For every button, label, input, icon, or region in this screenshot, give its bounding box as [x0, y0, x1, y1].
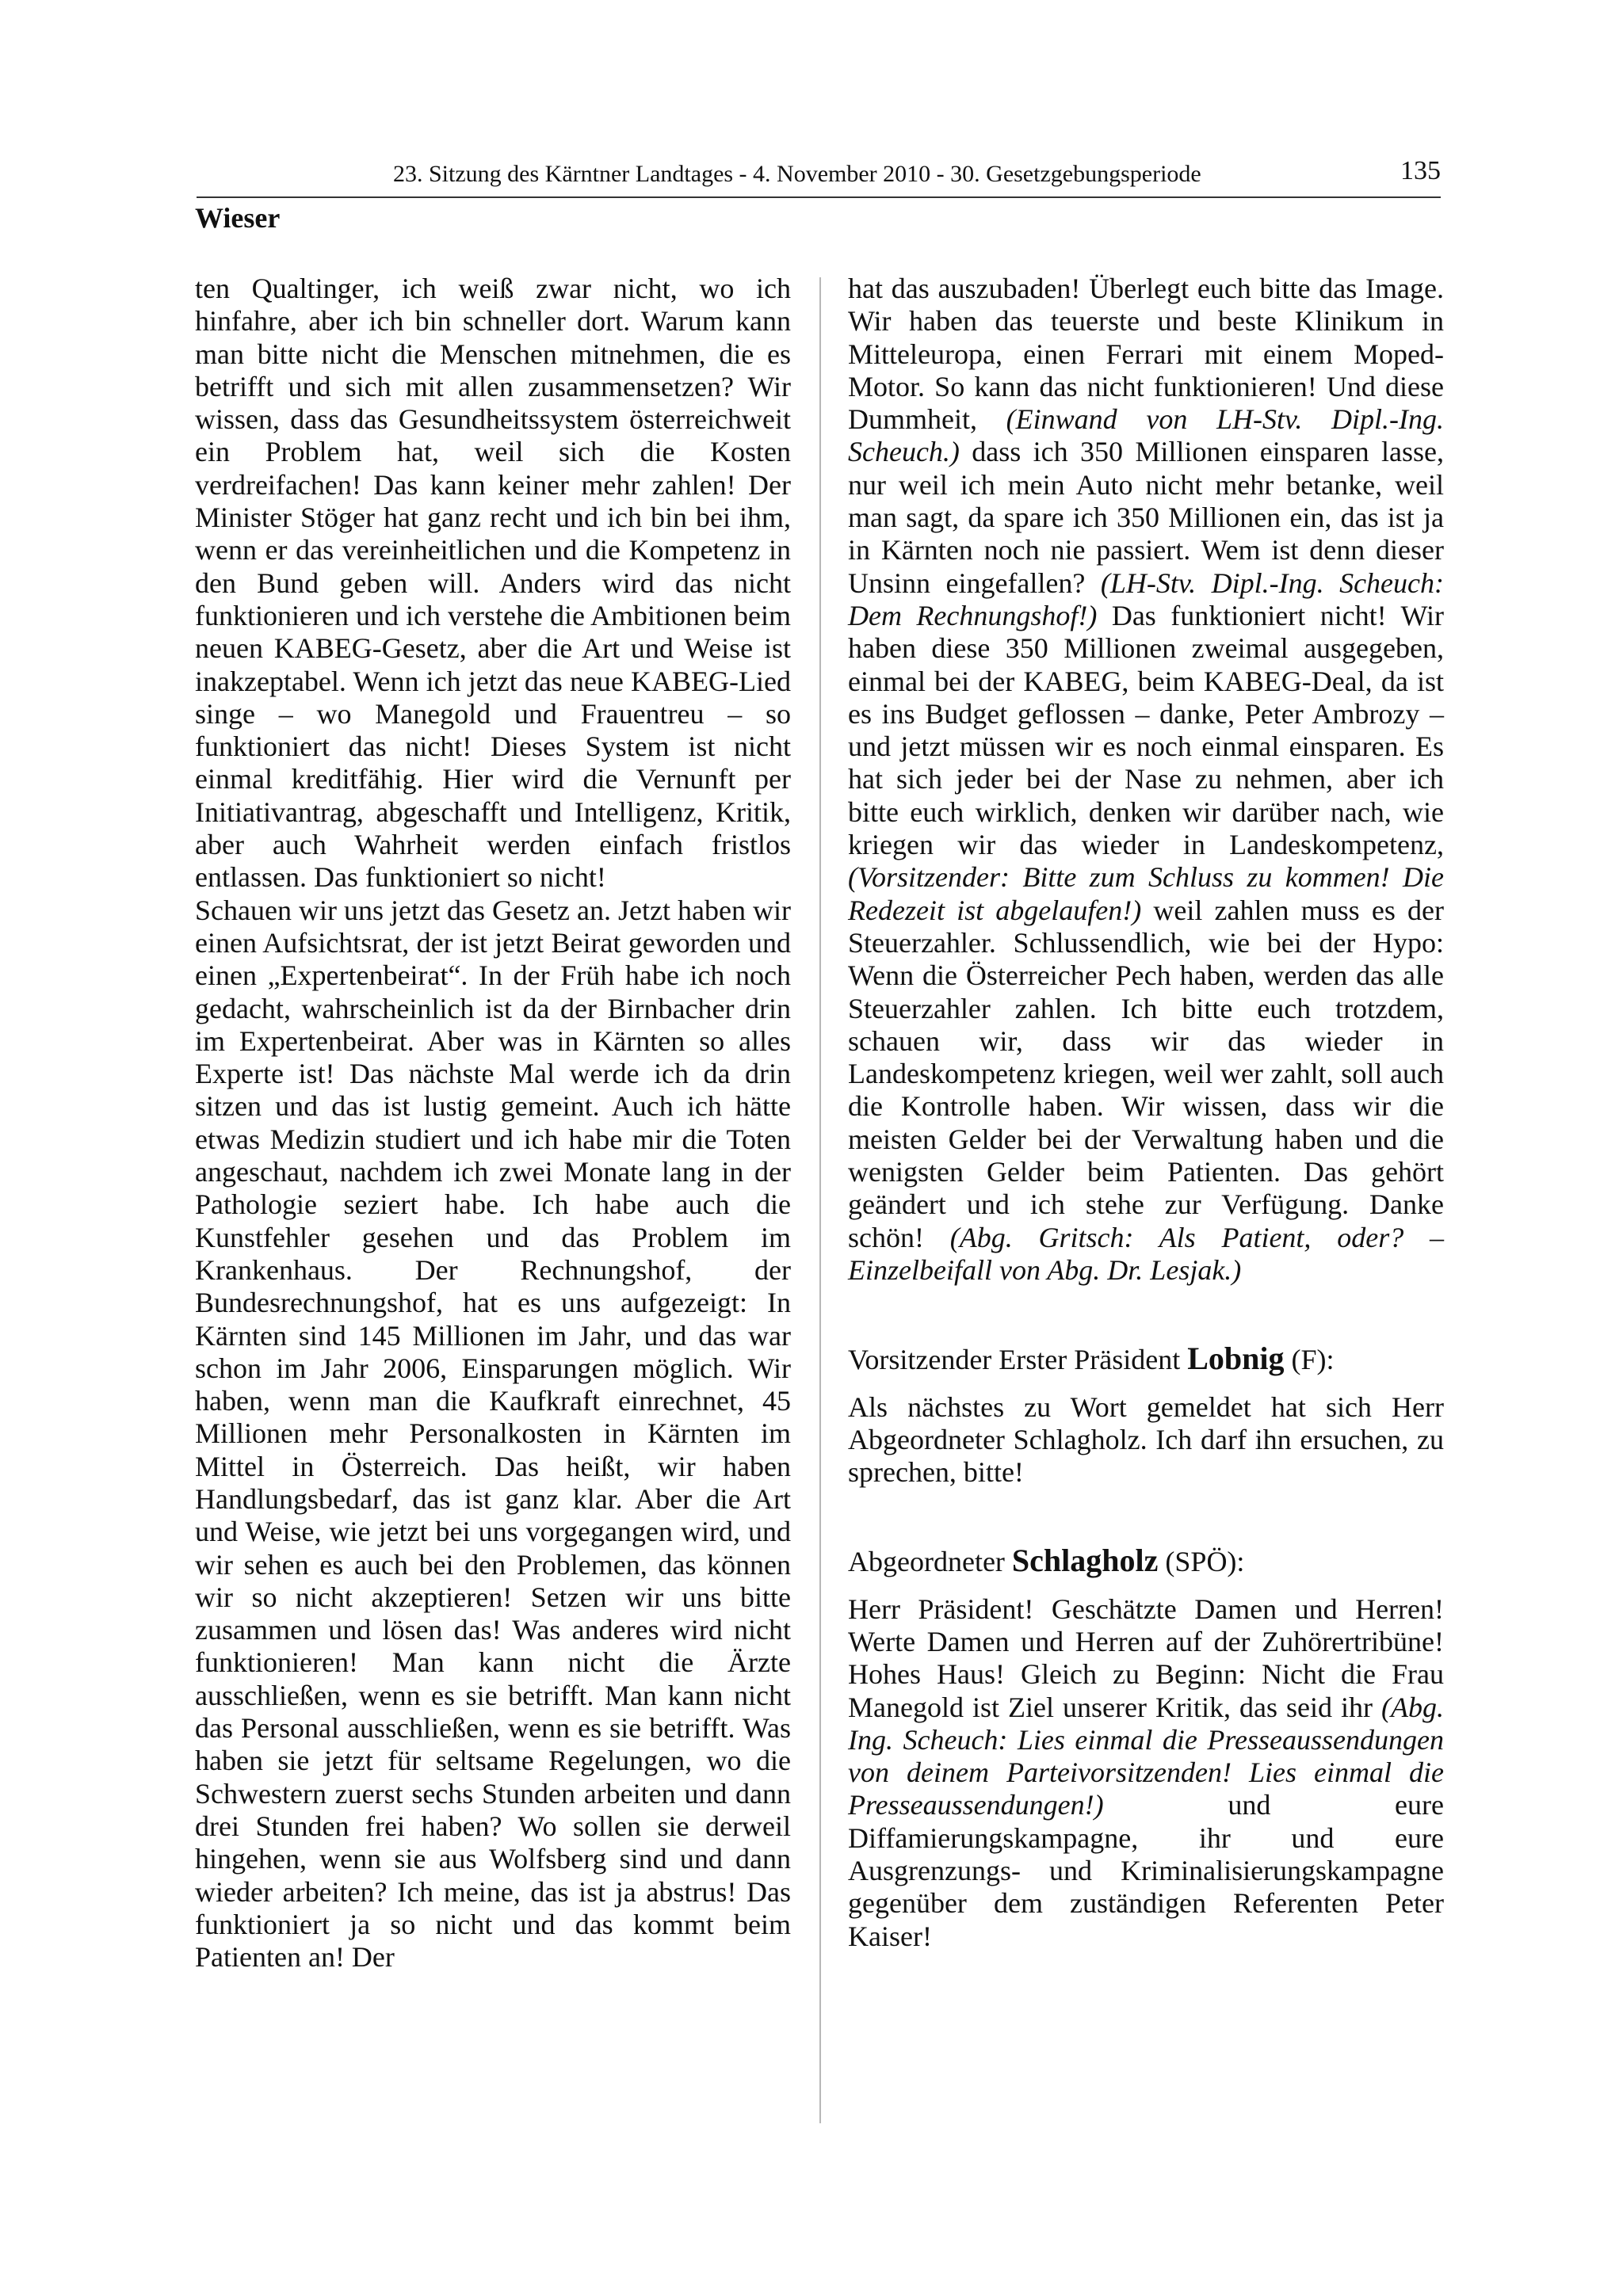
paragraph: Schauen wir uns jetzt das Gesetz an. Jetzt haben wir einen Aufsichtsrat, der ist jetzt Beirat geworden und einen „Expertenbeirat“. In der Früh habe ich noch gedacht, wahrscheinlich ist da der Birnbacher drin im Expertenbeirat. Aber was in Kärnten so alles Experte ist! Das nächste Mal werde ich da drin sitzen und das ist lustig gemeint. Auch ich hätte etwas Medizin studiert und ich habe mir die Toten angeschaut, nachdem ich zwei Monate lang in der Pathologie seziert habe. Ich habe auch die Kunstfehler gesehen und das Problem im Krankenhaus. Der Rechnungshof, der Bundesrechnungshof, hat es uns aufgezeigt: In Kärnten sind 145 Millionen im Jahr, und das war schon im Jahr 2006, Einsparungen möglich. Wir haben, wenn man die Kaufkraft einrechnet, 45 Millionen mehr Personalkosten in Kärnten im Mittel in Österreich. Das heißt, wir haben Handlungsbedarf, das ist ganz klar. Aber die Art und Weise, wie jetzt bei uns vorgegangen wird, und wir sehen es auch bei den Problemen, das können wir so nicht akzeptieren! Setzen wir uns bitte zusammen und lösen das! Was anderes wird nicht funktionieren! Man kann nicht die Ärzte ausschließen, wenn es sie betrifft. Man kann nicht das Personal ausschließen, wenn es sie betrifft. Was haben sie jetzt für seltsame Regelungen, wo die Schwestern zuerst sechs Stunden arbeiten und dann drei Stunden frei haben? Wo sollen sie derweil hingehen, wenn sie aus Wolfsberg sind und dann wieder arbeiten? Ich meine, das ist ja abstrus! Das funktioniert ja so nicht und das kommt beim Patienten an! Der [195, 894, 791, 1974]
speaker-heading: Abgeordneter Schlagholz (SPÖ): [848, 1543, 1245, 1579]
interjection: (Abg. Gritsch: Als Patient, oder? – Einzelbeifall von Abg. Dr. Lesjak.) [848, 1221, 1444, 1286]
right-column [848, 273, 1444, 1953]
paragraph: Herr Präsident! Geschätzte Damen und Herren! Werte Damen und Herren auf der Zuhörertribüne! Hohes Haus! Gleich zu Beginn: Nicht die Frau Manegold ist Ziel unserer Kritik, das seid ihr (Abg. Ing. Scheuch: Lies einmal die Presseaussendungen von deinem Parteivorsitzenden! Lies einmal die Presseaussendungen!) und eure Diffamierungskampagne, ihr und eure Ausgrenzungs- und Kriminalisierungskampagne gegenüber dem zuständigen Referenten Peter Kaiser! [848, 1592, 1444, 1952]
speaker-name: Schlagholz [1011, 1543, 1159, 1579]
speaker-heading: Vorsitzender Erster Präsident Lobnig (F): [848, 1341, 1335, 1377]
paragraph: Als nächstes zu Wort gemeldet hat sich Herr Abgeordneter Schlagholz. Ich darf ihn ersuchen, zu sprechen, bitte! [848, 1390, 1444, 1489]
speaker-name: Lobnig [1187, 1341, 1285, 1377]
running-header [197, 158, 1441, 198]
left-column [195, 273, 791, 1974]
interjection: (Vorsitzender: Bitte zum Schluss zu kommen! Die Redezeit ist abgelaufen!) [848, 861, 1444, 926]
paragraph: hat das auszubaden! Überlegt euch bitte das Image. Wir haben das teuerste und beste Klinikum in Mitteleuropa, einen Ferrari mit einem Moped-Motor. So kann das nicht funktionieren! Und diese Dummheit, (Einwand von LH-Stv. Dipl.-Ing. Scheuch.) dass ich 350 Millionen einsparen lasse, nur weil ich mein Auto nicht mehr betanke, weil man sagt, da spare ich 350 Millionen ein, das ist ja in Kärnten noch nie passiert. Wem ist denn dieser Unsinn eingefallen? (LH-Stv. Dipl.-Ing. Scheuch: Dem Rechnungshof!) Das funktioniert nicht! Wir haben diese 350 Millionen zweimal ausgegeben, einmal bei der KABEG, beim KABEG-Deal, da ist es ins Budget geflossen – danke, Peter Ambrozy – und jetzt müssen wir es noch einmal einsparen. Es hat sich jeder bei der Nase zu nehmen, aber ich bitte euch wirklich, denken wir darüber nach, wie kriegen wir das wieder in Landeskompetenz, (Vorsitzender: Bitte zum Schluss zu kommen! Die Redezeit ist abgelaufen!) weil zahlen muss es der Steuerzahler. Schlussendlich, wie bei der Hypo: Wenn die Österreicher Pech haben, werden das alle Steuerzahler zahlen. Ich bitte euch trotzdem, schauen wir, dass wir das wieder in Landeskompetenz kriegen, weil wer zahlt, soll auch die Kontrolle haben. Wir wissen, dass wir die meisten Gelder bei der Verwaltung haben und die wenigsten Gelder beim Patienten. Das gehört geändert und ich stehe zur Verfügung. Danke schön! (Abg. Gritsch: Als Patient, oder? – Einzelbeifall von Abg. Dr. Lesjak.) [848, 273, 1444, 1286]
interjection: (Einwand von LH-Stv. Dipl.-Ing. Scheuch.) [848, 403, 1444, 468]
current-speaker: Wieser [195, 202, 281, 234]
column-divider [819, 277, 821, 2123]
interjection: (LH-Stv. Dipl.-Ing. Scheuch: Dem Rechnungshof!) [848, 566, 1444, 631]
paragraph: ten Qualtinger, ich weiß zwar nicht, wo ich hinfahre, aber ich bin schneller dort. Warum kann man bitte nicht die Menschen mitnehmen, die es betrifft und sich mit allen zusammensetzen? Wir wissen, dass das Gesundheitssystem österreichweit ein Problem hat, weil sich die Kosten verdreifachen! Das kann keiner mehr zahlen! Der Minister Stöger hat ganz recht und ich bin bei ihm, wenn er das vereinheitlichen und die Kompetenz in den Bund geben will. Anders wird das nicht funktionieren und ich verstehe die Ambitionen beim neuen KABEG-Gesetz, aber die Art und Weise ist inakzeptabel. Wenn ich jetzt das neue KABEG-Lied singe – wo Manegold und Frauentreu – so funktioniert das nicht! Dieses System ist nicht einmal kreditfähig. Hier wird die Vernunft per Initiativantrag, abgeschafft und Intelligenz, Kritik, aber auch Wahrheit werden einfach fristlos entlassen. Das funktioniert so nicht! [195, 273, 791, 894]
session-title: 23. Sitzung des Kärntner Landtages - 4. November 2010 - 30. Gesetzgebungsperiode [393, 161, 1201, 187]
page-number: 135 [1400, 156, 1441, 185]
interjection: (Abg. Ing. Scheuch: Lies einmal die Presseaussendungen von deinem Parteivorsitzenden! Lies einmal die Presseaussendungen!) [848, 1691, 1444, 1821]
